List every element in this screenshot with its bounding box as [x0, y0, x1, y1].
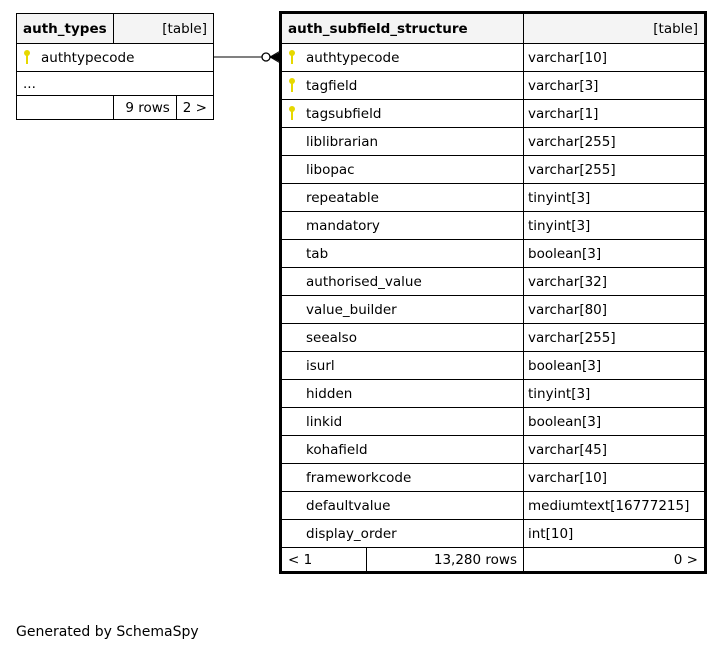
column-type: varchar[1] — [524, 100, 705, 128]
column-name: kohafield — [306, 441, 368, 458]
column-name: isurl — [306, 357, 335, 374]
more-columns-ellipsis: ... — [17, 72, 214, 96]
column-row[interactable] — [282, 352, 705, 380]
table-name: auth_subfield_structure — [282, 14, 524, 44]
column-type: varchar[3] — [524, 72, 705, 100]
column-name: hidden — [306, 385, 353, 402]
column-name: mandatory — [306, 217, 380, 234]
column-name: linkid — [306, 413, 343, 430]
column-row[interactable] — [282, 72, 705, 100]
column-type: mediumtext[16777215] — [524, 492, 705, 520]
column-row[interactable] — [282, 240, 705, 268]
children-count[interactable]: 2 > — [176, 96, 213, 120]
column-row[interactable] — [282, 184, 705, 212]
column-name: authtypecode — [41, 49, 135, 66]
column-row[interactable] — [282, 100, 705, 128]
column-type: boolean[3] — [524, 240, 705, 268]
key-icon — [23, 50, 31, 64]
generated-by-footer: Generated by SchemaSpy — [16, 624, 199, 640]
key-icon — [288, 50, 296, 64]
column-row[interactable] — [282, 380, 705, 408]
column-name: tagsubfield — [306, 105, 382, 122]
row-count: 13,280 rows — [367, 548, 524, 572]
column-row[interactable] — [282, 492, 705, 520]
column-row[interactable] — [282, 212, 705, 240]
column-row[interactable] — [282, 408, 705, 436]
column-name: libopac — [306, 161, 355, 178]
column-row[interactable] — [282, 268, 705, 296]
column-name: tagfield — [306, 77, 358, 94]
column-type: tinyint[3] — [524, 212, 705, 240]
column-type: varchar[10] — [524, 44, 705, 72]
column-type: tinyint[3] — [524, 380, 705, 408]
column-row[interactable] — [282, 436, 705, 464]
column-row[interactable] — [282, 296, 705, 324]
column-type: varchar[255] — [524, 324, 705, 352]
column-name: defaultvalue — [306, 497, 391, 514]
column-type: tinyint[3] — [524, 184, 705, 212]
table-auth-types[interactable] — [16, 13, 214, 120]
column-type: varchar[255] — [524, 156, 705, 184]
column-name: display_order — [306, 525, 397, 542]
column-row[interactable] — [282, 44, 705, 72]
column-row[interactable] — [282, 520, 705, 548]
many-crowfoot-icon — [270, 52, 280, 62]
key-icon — [288, 106, 296, 120]
column-row[interactable] — [282, 464, 705, 492]
column-type: varchar[80] — [524, 296, 705, 324]
column-row[interactable] — [282, 156, 705, 184]
column-row[interactable] — [282, 324, 705, 352]
table-auth-subfield-structure[interactable] — [281, 13, 705, 572]
column-type: int[10] — [524, 520, 705, 548]
column-name: value_builder — [306, 301, 397, 318]
column-type: varchar[10] — [524, 464, 705, 492]
table-name: auth_types — [17, 14, 114, 44]
column-name: frameworkcode — [306, 469, 412, 486]
column-name: authorised_value — [306, 273, 422, 290]
row-count: 9 rows — [113, 96, 176, 120]
column-name: authtypecode — [306, 49, 400, 66]
column-name: liblibrarian — [306, 133, 379, 150]
column-type: boolean[3] — [524, 408, 705, 436]
children-count: 0 > — [524, 548, 705, 572]
table-kind: [table] — [113, 14, 213, 44]
column-type: varchar[45] — [524, 436, 705, 464]
zero-cardinality-circle — [262, 53, 270, 61]
column-name: seealso — [306, 329, 357, 346]
table-kind: [table] — [524, 14, 705, 44]
column-type: boolean[3] — [524, 352, 705, 380]
parents-count — [17, 96, 114, 120]
column-type: varchar[32] — [524, 268, 705, 296]
key-icon — [288, 78, 296, 92]
column-name: repeatable — [306, 189, 379, 206]
column-row[interactable] — [282, 128, 705, 156]
column-name: tab — [306, 245, 329, 262]
parents-count[interactable]: < 1 — [282, 548, 367, 572]
column-type: varchar[255] — [524, 128, 705, 156]
column-row[interactable] — [17, 44, 214, 72]
